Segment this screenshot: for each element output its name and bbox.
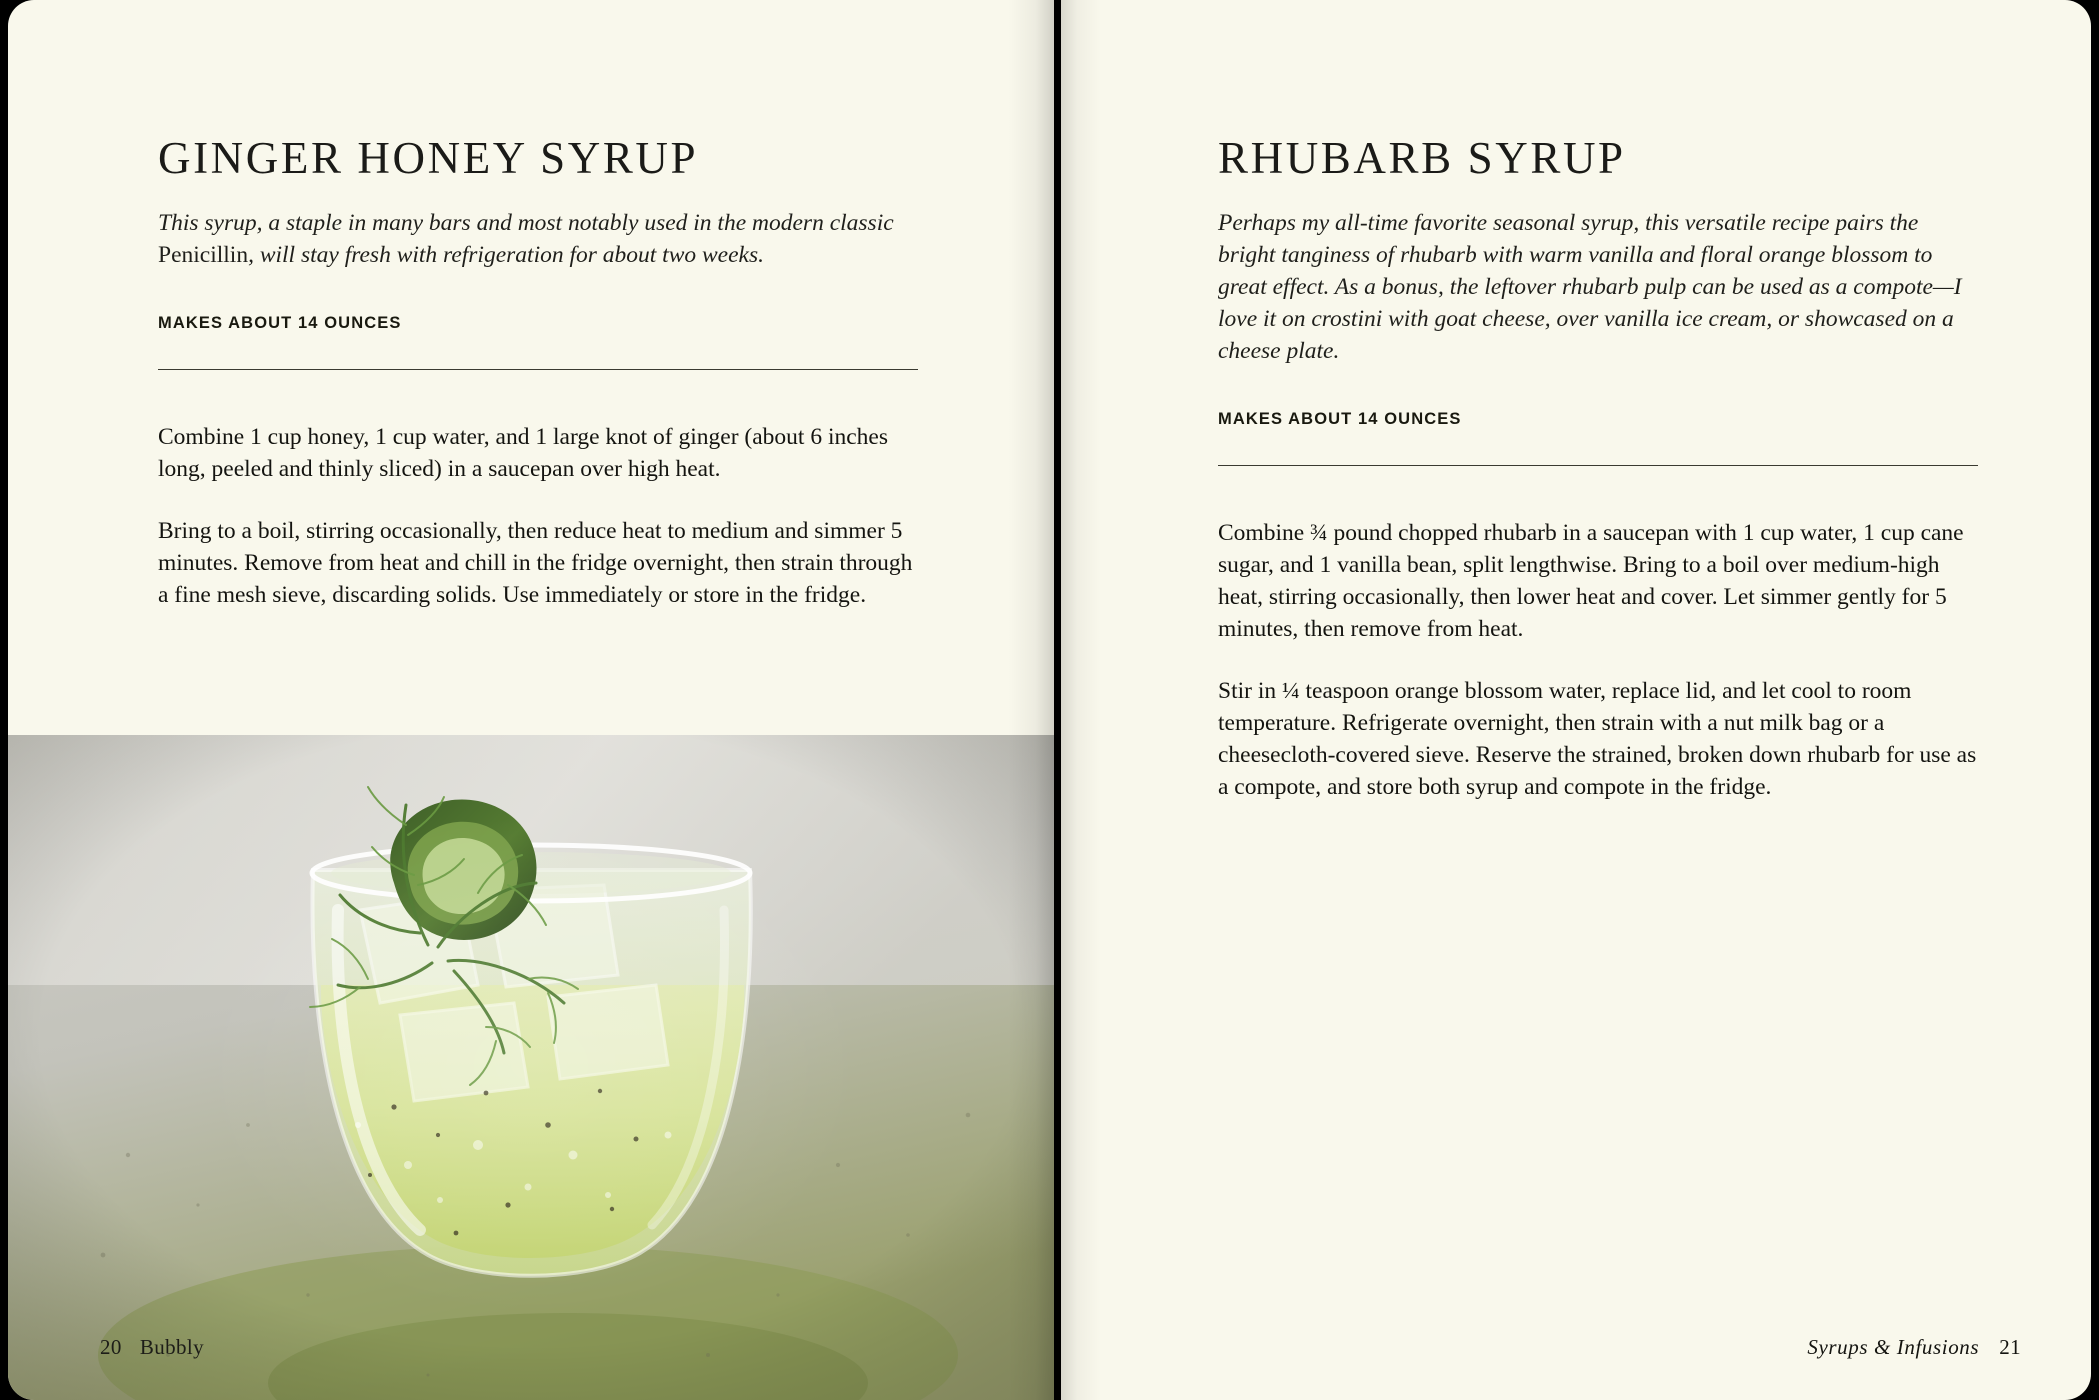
recipe-intro: Perhaps my all-time favorite seasonal syrup, this versatile recipe pairs the bright tanginess of rhubarb with warm vanilla and floral orange blossom to great effect. As a bonus, the leftover rhubarb pulp can be used as a compote—I love it on crostini with goat cheese, over vanilla ice cream, or showcased on a cheese plate. [1218, 210, 1962, 365]
spacer [158, 272, 918, 314]
recipe-step: Combine 1 cup honey, 1 cup water, and 1 large knot of ginger (about 6 inches long, peeled and thinly sliced) in a saucepan over high heat. [158, 424, 888, 483]
right-page-footer [1807, 1335, 2021, 1360]
spacer [1218, 368, 1978, 410]
spacer [1218, 429, 1978, 465]
spacer [1218, 466, 1978, 518]
recipe-intro-roman: Penicillin [158, 242, 249, 269]
right-page-content [1218, 135, 1978, 804]
spacer [1218, 646, 1978, 676]
recipe-step: Bring to a boil, stirring occasionally, then reduce heat to medium and simmer 5 minutes. Remove from heat and chill in the fridge overnight, then strain through a fine mesh sieve, discarding solids. Use immediately or store in the fridge. [158, 518, 913, 608]
recipe-photo [8, 735, 1054, 1400]
recipe-step: Combine ¾ pound chopped rhubarb in a saucepan with 1 cup water, 1 cup cane sugar, and 1 vanilla bean, split lengthwise. Bring to a boil over medium-high heat, stirring occasionally, then lower heat and cover. Let simmer gently for 5 minutes, then remove from heat. [1218, 520, 1964, 642]
spacer [158, 486, 918, 516]
spacer [158, 370, 918, 422]
page-title: RHUBARB SYRUP [1218, 133, 1626, 183]
recipe-step: Stir in ¼ teaspoon orange blossom water, replace lid, and let cool to room temperature. Refrigerate overnight, then strain with a nut milk bag or a cheesecloth-covered sieve. Reserve the strained, broken down rhubarb for use as a compote, and store both syrup and compote in the fridge. [1218, 677, 1977, 800]
yield-label: MAKES ABOUT 14 OUNCES [158, 314, 402, 333]
cocktail-photo-illustration [8, 735, 1054, 1400]
right-page [1061, 0, 2091, 1400]
gutter-shadow [1061, 0, 1101, 1400]
page-number: 20 [100, 1335, 122, 1359]
left-page-footer [100, 1335, 204, 1360]
left-page [8, 0, 1054, 1400]
recipe-intro-part2: , will stay fresh with refrigeration for about two weeks. [248, 242, 764, 269]
yield-label: MAKES ABOUT 14 OUNCES [1218, 410, 1462, 429]
book-title: Bubbly [139, 1335, 205, 1359]
left-page-content [158, 135, 918, 612]
section-title: Syrups & Infusions [1807, 1335, 1980, 1359]
page-number: 21 [1999, 1335, 2021, 1359]
recipe-intro [158, 208, 918, 272]
spacer [158, 333, 918, 369]
recipe-intro-part1: This syrup, a staple in many bars and most notably used in the modern classic [158, 210, 894, 237]
page-title: GINGER HONEY SYRUP [158, 133, 699, 183]
